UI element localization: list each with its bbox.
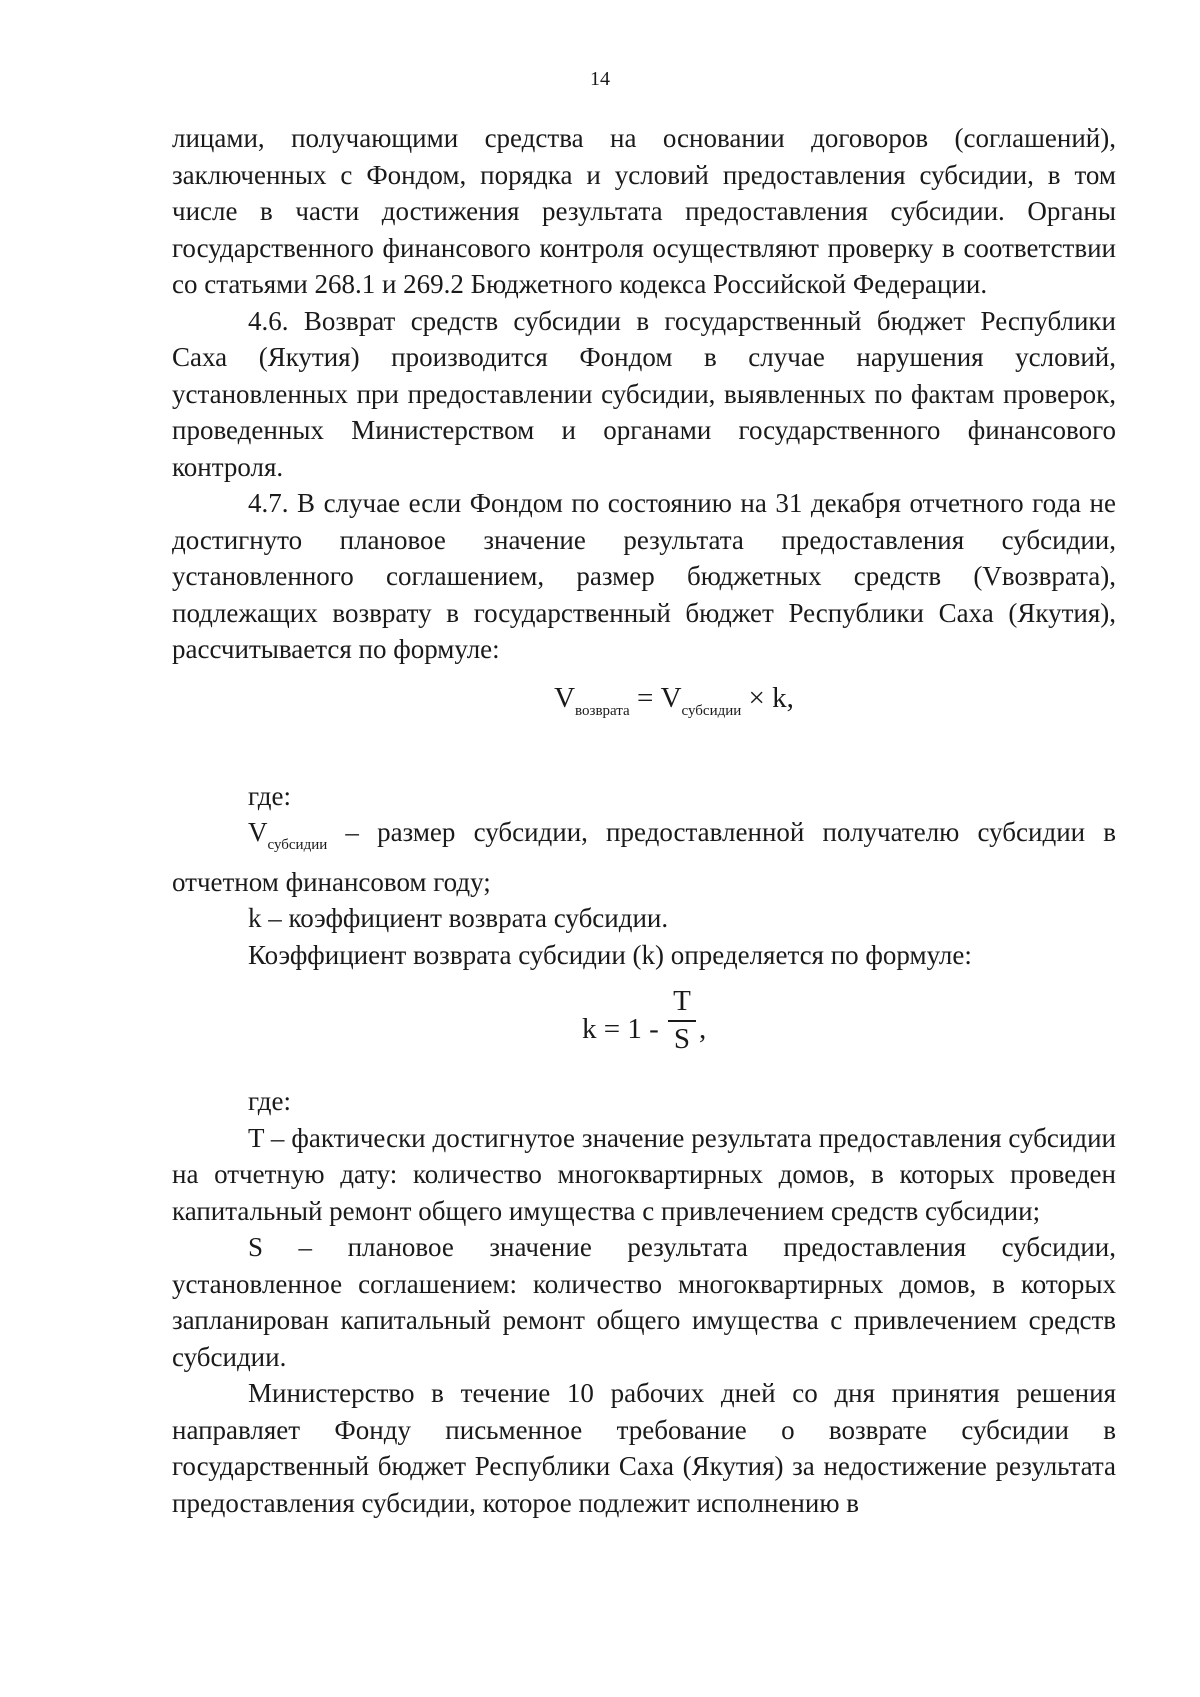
paragraph-4-7: 4.7. В случае если Фондом по состоянию на 31 декабря отчетного года не достигнуто плановое значение результата предоставления субсидии, установленного соглашением, размер бюджетных средств (Vвозврата), подлежащих возврату в государственный бюджет Республики Саха (Якутия), рассчитывается по формуле: [172, 488, 1116, 664]
formula-coefficient [172, 985, 1116, 1083]
formula-times-k: × k, [741, 681, 794, 714]
formula-return-amount [172, 678, 1116, 778]
v-subscript: субсидии [267, 837, 328, 853]
fraction-denominator: S [673, 1023, 691, 1055]
formula-fraction [668, 985, 696, 1054]
definition-k: k – коэффициент возврата субсидии. [248, 903, 669, 933]
k-formula-intro: Коэффициент возврата субсидии (k) определяется по формуле: [248, 939, 972, 970]
formula-comma: , [699, 1013, 707, 1045]
definition-v-subsidy [172, 814, 1116, 900]
v-definition-text: – размер субсидии, предоставленной получателю субсидии в отчетном финансовом году; [172, 817, 1116, 897]
where-label-2: где: [248, 1086, 291, 1116]
formula-v-symbol: V [554, 681, 576, 714]
v-symbol: V [248, 817, 268, 847]
formula-sub-subsidy: субсидии [681, 702, 742, 719]
definition-s: S – плановое значение результата предоставления субсидии, установленное соглашением: количество многоквартирных домов, в которых запланирован капитальный ремонт общего имущества с привлечением средств субсидии. [172, 1232, 1116, 1372]
document-body [172, 120, 1116, 1521]
formula-equals: = [629, 681, 661, 714]
paragraph-continuation: лицами, получающими средства на основании договоров (соглашений), заключенных с Фондом, порядка и условий предоставления субсидии, в том числе в части достижения результата предоставления субсидии. Органы государственного финансового контроля осуществляют проверку в соответствии со статьями 268.1 и 269.2 Бюджетного кодекса Российской Федерации. [172, 123, 1116, 299]
formula-k-lhs: k = 1 - [582, 1013, 659, 1045]
definition-t: T – фактически достигнутое значение результата предоставления субсидии на отчетную дату: количество многоквартирных домов, в которых проведен капитальный ремонт общего имущества с привлечением средств субсидии; [172, 1122, 1116, 1226]
paragraph-ministry-demand: Министерство в течение 10 рабочих дней со дня принятия решения направляет Фонду письменное требование о возврате субсидии в государственный бюджет Республики Саха (Якутия) за недостижение результата предоставления субсидии, которое подлежит исполнению в [172, 1378, 1116, 1518]
formula-v-symbol-2: V [660, 681, 682, 714]
page-number: 14 [590, 68, 610, 90]
formula-sub-return: возврата [575, 702, 630, 719]
paragraph-4-6: 4.6. Возврат средств субсидии в государственный бюджет Республики Саха (Якутия) производится Фондом в случае нарушения условий, установленных при предоставлении субсидии, выявленных по фактам проверок, проведенных Министерством и органами государственного финансового контроля. [172, 305, 1116, 482]
where-label-1: где: [248, 780, 291, 811]
fraction-numerator: T [673, 985, 691, 1017]
fraction-bar [668, 1020, 696, 1022]
